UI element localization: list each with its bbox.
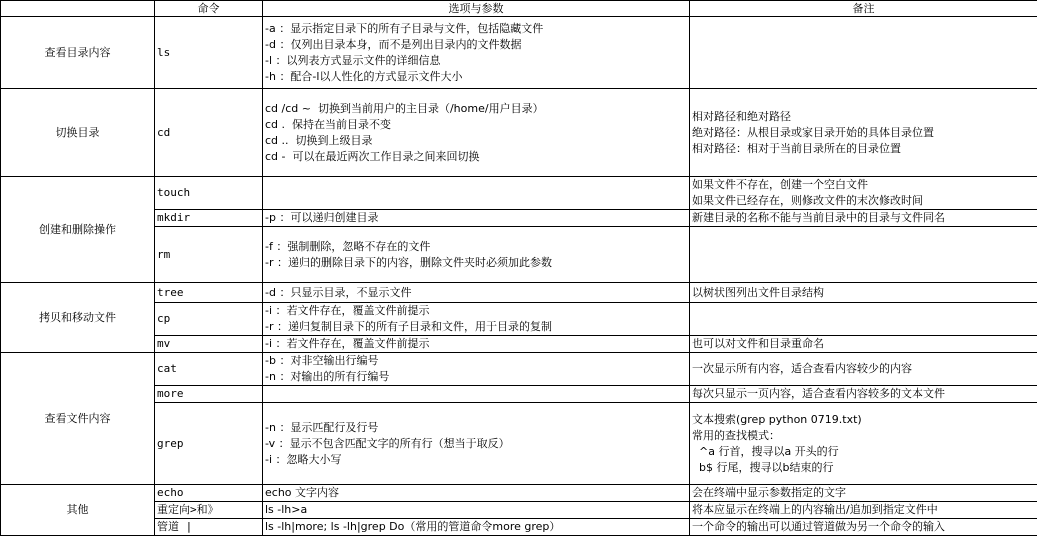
options-cell — [263, 502, 690, 519]
option-line: cd .. 切换到上级目录 — [265, 133, 373, 147]
table-row — [1, 502, 1037, 519]
option-line: -i ：若文件存在，覆盖文件前提示 — [265, 304, 430, 317]
command-cell: mkdir — [155, 210, 263, 227]
note-line: 会在终端中显示参数指定的文字 — [692, 486, 846, 499]
notes-cell — [690, 227, 1037, 283]
option-line: -r ：递归复制目录下的所有子目录和文件，用于目录的复制 — [265, 320, 552, 333]
category-cell: 创建和删除操作 — [1, 177, 155, 283]
note-line: 以树状图列出文件目录结构 — [692, 285, 824, 299]
command-cell: more — [155, 386, 263, 403]
command-cell: cp — [155, 303, 263, 336]
note-line: b$ 行尾，搜寻以b结束的行 — [692, 460, 834, 474]
options-cell — [263, 17, 690, 89]
options-cell — [263, 386, 690, 403]
note-line: 也可以对文件和目录重命名 — [692, 337, 824, 350]
category-cell: 查看文件内容 — [1, 353, 155, 485]
option-line: -b ：对非空输出行编号 — [265, 354, 379, 367]
header-notes: 备注 — [690, 1, 1037, 17]
notes-cell — [690, 336, 1037, 353]
option-line: -d ：仅列出目录本身，而不是列出目录内的文件数据 — [265, 37, 522, 51]
option-line: -v ：显示不包含匹配文字的所有行（想当于取反） — [265, 436, 510, 450]
option-line: -d ：只显示目录，不显示文件 — [265, 285, 412, 299]
notes-cell — [690, 17, 1037, 89]
notes-cell — [690, 386, 1037, 403]
options-cell — [263, 403, 690, 485]
table-row — [1, 303, 1037, 336]
note-line: 一个命令的输出可以通过管道做为另一个命令的输入 — [692, 520, 945, 533]
option-line: echo 文字内容 — [265, 486, 340, 499]
option-line: ls -lh>a — [265, 503, 308, 516]
option-line: -f ：强制删除，忽略不存在的文件 — [265, 239, 431, 253]
notes-cell — [690, 210, 1037, 227]
notes-cell — [690, 485, 1037, 502]
option-line: -h ：配合-l以人性化的方式显示文件大小 — [265, 69, 463, 83]
notes-cell — [690, 353, 1037, 386]
options-cell — [263, 210, 690, 227]
options-cell — [263, 336, 690, 353]
table-row — [1, 210, 1037, 227]
command-cell: 重定向>和》 — [155, 502, 263, 519]
table-row — [1, 177, 1037, 210]
note-line: 绝对路径：从根目录或家目录开始的具体目录位置 — [692, 125, 934, 139]
option-line: ls -lh|more; ls -lh|grep Do（常用的管道命令more grep） — [265, 520, 561, 533]
note-line: 将本应显示在终端上的内容输出/追加到指定文件中 — [692, 503, 938, 516]
command-cell: touch — [155, 177, 263, 210]
notes-cell — [690, 519, 1037, 536]
note-line: ^a 行首，搜寻以a 开头的行 — [692, 444, 839, 458]
note-line: 相对路径和绝对路径 — [692, 109, 791, 123]
header-category — [1, 1, 155, 17]
notes-cell — [690, 89, 1037, 177]
options-cell — [263, 283, 690, 303]
note-line: 相对路径：相对于当前目录所在的目录位置 — [692, 141, 901, 155]
note-line: 如果文件已经存在，则修改文件的末次修改时间 — [692, 194, 923, 207]
category-cell: 切换目录 — [1, 89, 155, 177]
table-row — [1, 386, 1037, 403]
table-row — [1, 17, 1037, 89]
options-cell — [263, 485, 690, 502]
command-cell: cat — [155, 353, 263, 386]
command-cell: echo — [155, 485, 263, 502]
options-cell — [263, 303, 690, 336]
notes-cell — [690, 502, 1037, 519]
options-cell — [263, 89, 690, 177]
table-row — [1, 403, 1037, 485]
option-line: -p ：可以递归创建目录 — [265, 211, 379, 224]
options-cell — [263, 227, 690, 283]
command-cell: mv — [155, 336, 263, 353]
notes-cell — [690, 283, 1037, 303]
option-line: cd /cd ~ 切换到当前用户的主目录（/home/用户目录） — [265, 101, 544, 115]
category-cell: 拷贝和移动文件 — [1, 283, 155, 353]
notes-cell — [690, 177, 1037, 210]
option-line: -i ：忽略大小写 — [265, 452, 342, 466]
option-line: cd - 可以在最近两次工作目录之间来回切换 — [265, 149, 480, 163]
options-cell — [263, 519, 690, 536]
command-cell: tree — [155, 283, 263, 303]
notes-cell — [690, 303, 1037, 336]
header-row — [1, 1, 1037, 17]
notes-cell — [690, 403, 1037, 485]
table-row — [1, 353, 1037, 386]
option-line: -n ：显示匹配行及行号 — [265, 420, 379, 434]
note-line: 如果文件不存在，创建一个空白文件 — [692, 178, 868, 191]
table-row — [1, 283, 1037, 303]
command-cell: ls — [155, 17, 263, 89]
options-cell — [263, 177, 690, 210]
header-options: 选项与参数 — [263, 1, 690, 17]
table-row — [1, 89, 1037, 177]
option-line: -a ：显示指定目录下的所有子目录与文件，包括隐藏文件 — [265, 21, 544, 35]
table-row — [1, 336, 1037, 353]
category-cell: 其他 — [1, 485, 155, 536]
table-row — [1, 227, 1037, 283]
options-cell — [263, 353, 690, 386]
note-line: 文本搜索(grep python 0719.txt) — [692, 412, 862, 426]
option-line: -l ：以列表方式显示文件的详细信息 — [265, 53, 441, 67]
note-line: 每次只显示一页内容，适合查看内容较多的文本文件 — [692, 387, 945, 400]
command-cell: 管道 | — [155, 519, 263, 536]
option-line: -i ：若文件存在，覆盖文件前提示 — [265, 337, 430, 350]
option-line: cd . 保持在当前目录不变 — [265, 117, 392, 131]
table-row — [1, 485, 1037, 502]
category-cell: 查看目录内容 — [1, 17, 155, 89]
command-cell: grep — [155, 403, 263, 485]
note-line: 常用的查找模式： — [692, 428, 780, 442]
command-cell: rm — [155, 227, 263, 283]
option-line: -n ：对输出的所有行编号 — [265, 370, 390, 383]
table-row — [1, 519, 1037, 536]
option-line: -r ：递归的删除目录下的内容，删除文件夹时必须加此参数 — [265, 255, 552, 269]
command-cell: cd — [155, 89, 263, 177]
note-line: 一次显示所有内容，适合查看内容较少的内容 — [692, 362, 912, 375]
header-command: 命令 — [155, 1, 263, 17]
note-line: 新建目录的名称不能与当前目录中的目录与文件同名 — [692, 211, 945, 224]
